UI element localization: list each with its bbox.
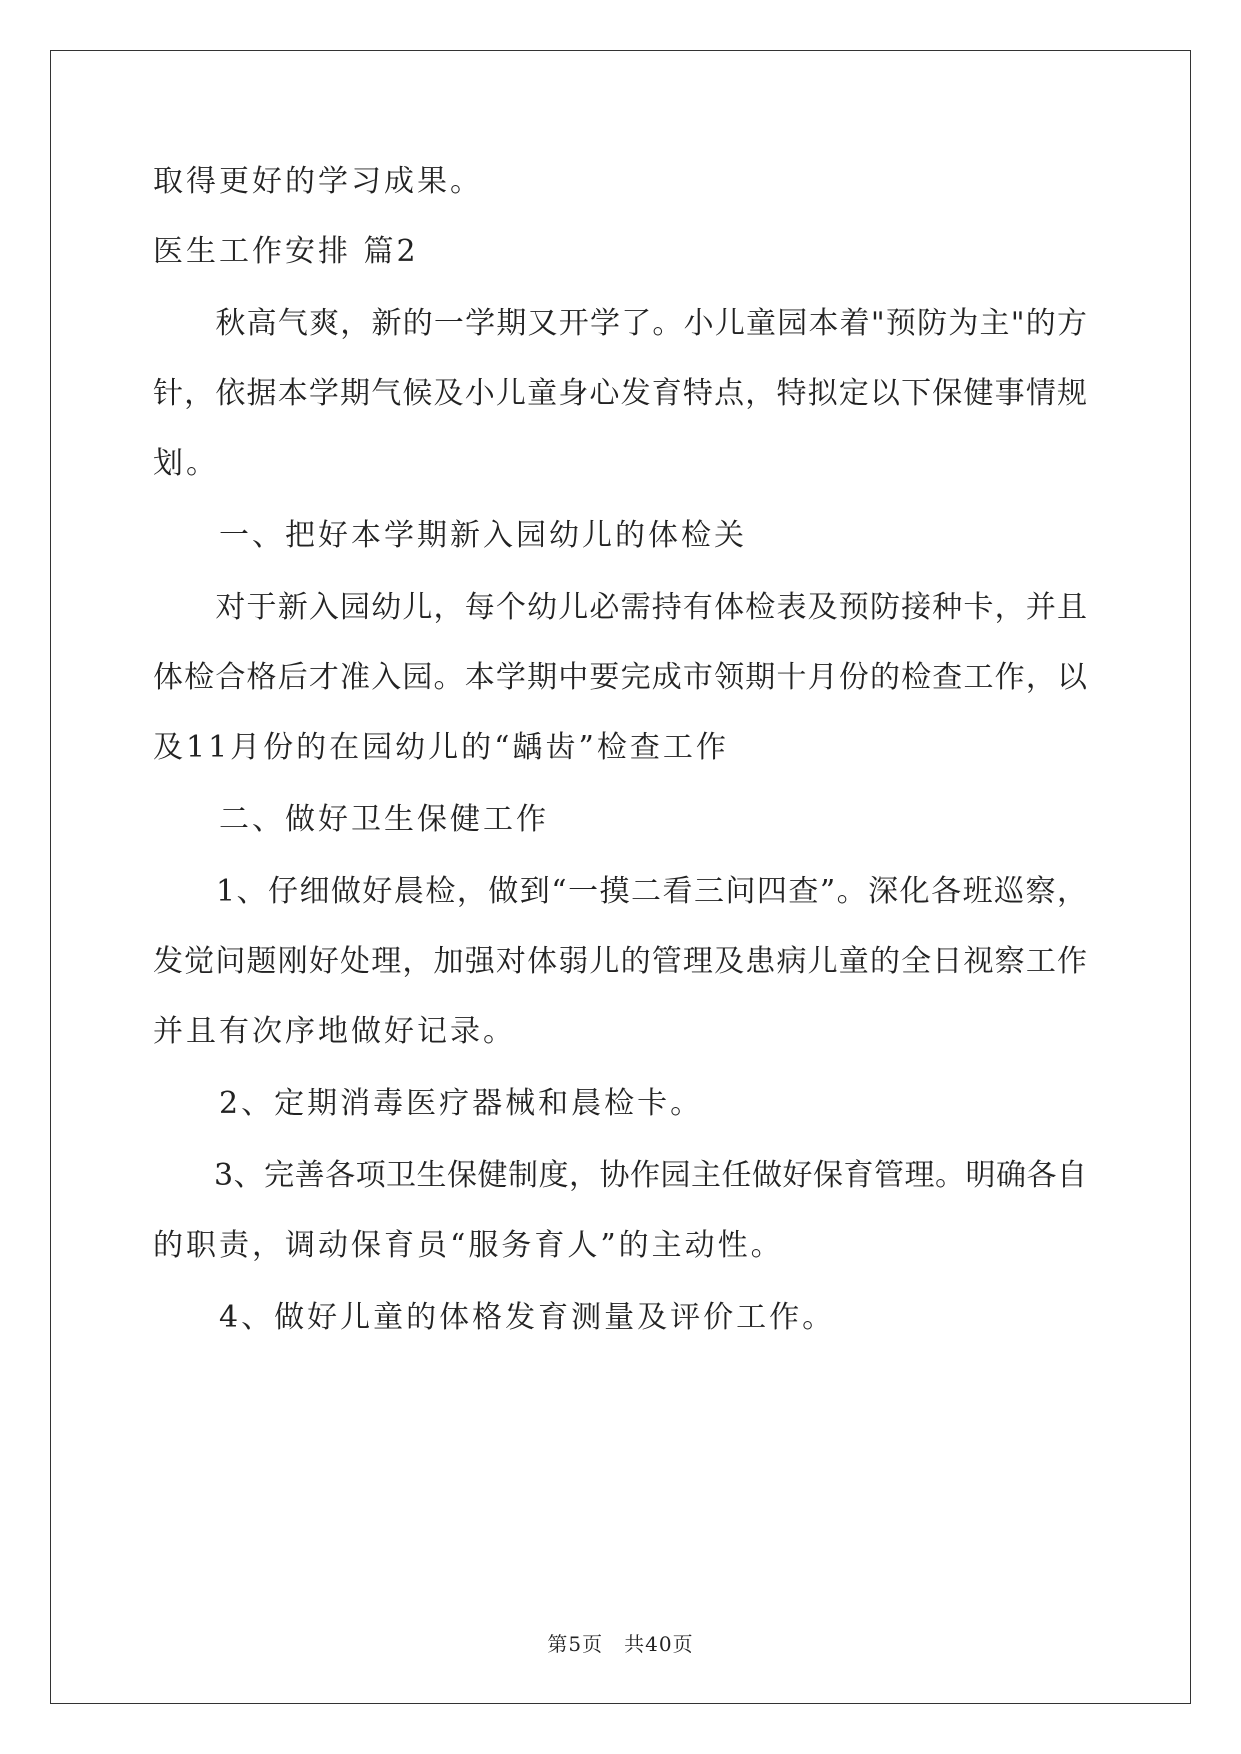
- text-line: 发觉问题刚好处理，加强对体弱儿的管理及患病儿童的全日视察工作: [153, 944, 1087, 979]
- text-line: 划。: [153, 446, 219, 481]
- text-line: 4、做好儿童的体格发育测量及评价工作。: [153, 1300, 836, 1335]
- section-heading: 医生工作安排 篇2: [153, 234, 419, 269]
- page-number-footer: 第5页 共40页: [547, 1632, 694, 1656]
- subheading: 一、把好本学期新入园幼儿的体检关: [153, 518, 747, 553]
- subheading: 二、做好卫生保健工作: [153, 802, 549, 837]
- text-line: 针，依据本学期气候及小儿童身心发育特点，特拟定以下保健事情规: [153, 376, 1087, 411]
- text-line: 对于新入园幼儿，每个幼儿必需持有体检表及预防接种卡，并且: [153, 590, 1087, 625]
- text-line: 并且有次序地做好记录。: [153, 1014, 516, 1049]
- text-line: 及11月份的在园幼儿的“龋齿”检查工作: [153, 730, 729, 765]
- text-line: 3、完善各项卫生保健制度，协作园主任做好保育管理。明确各自: [153, 1158, 1087, 1193]
- text-line: 的职责，调动保育员“服务育人”的主动性。: [153, 1228, 784, 1263]
- text-line: 取得更好的学习成果。: [153, 164, 483, 199]
- text-line: 体检合格后才准入园。本学期中要完成市领期十月份的检查工作，以: [153, 660, 1087, 695]
- text-line: 1、仔细做好晨检，做到“一摸二看三问四查”。深化各班巡察，: [153, 874, 1087, 909]
- text-line: 2、定期消毒医疗器械和晨检卡。: [153, 1086, 704, 1121]
- text-line: 秋高气爽，新的一学期又开学了。小儿童园本着"预防为主"的方: [153, 306, 1087, 341]
